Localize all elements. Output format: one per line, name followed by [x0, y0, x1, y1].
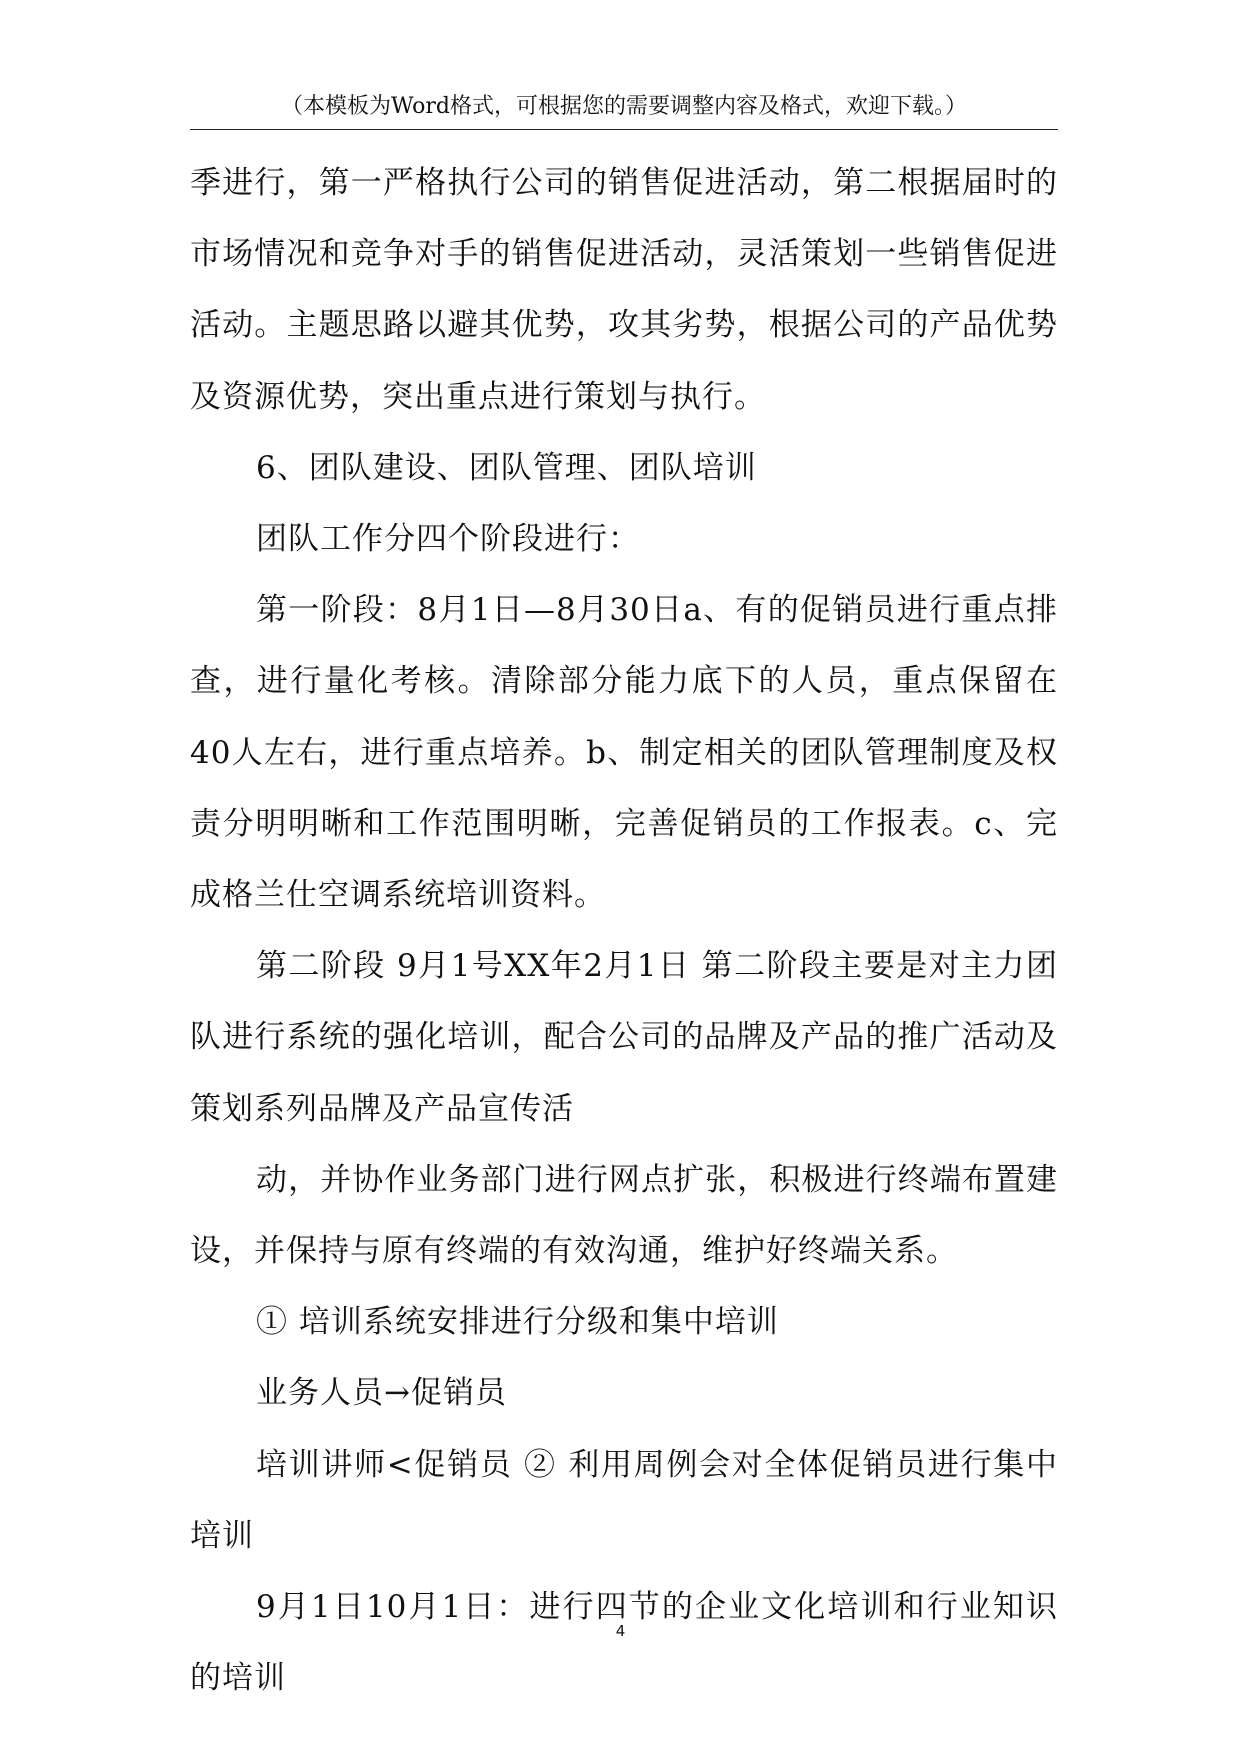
paragraph-continuation: 季进行，第一严格执行公司的销售促进活动，第二根据届时的市场情况和竞争对手的销售促进活动，灵活策划一些销售促进活动。主题思路以避其优势，攻其劣势，根据公司的产品优势及资源优势，突出重点进行策划与执行。 — [190, 165, 1058, 415]
paragraph-stage-two-cont: 动，并协作业务部门进行网点扩张，积极进行终端布置建设，并保持与原有终端的有效沟通，维护好终端关系。 — [190, 1161, 1058, 1270]
document-body — [190, 148, 1058, 1714]
section-heading: 6、团队建设、团队管理、团队培训 — [256, 449, 757, 486]
list-item-flow: 业务人员→促销员 — [256, 1375, 507, 1412]
paragraph-schedule: 9月1日10月1日：进行四节的企业文化培训和行业知识的培训 — [190, 1589, 1058, 1697]
paragraph-stage-one: 第一阶段：8月1日—8月30日a、有的促销员进行重点排查，进行量化考核。清除部分能力底下的人员，重点保留在40人左右，进行重点培养。b、制定相关的团队管理制度及权责分明明晰和工作范围明晰，完善促销员的工作报表。c、完成格兰仕空调系统培训资料。 — [190, 592, 1058, 914]
list-item-training-system: ① 培训系统安排进行分级和集中培训 — [256, 1304, 779, 1341]
page-header: （本模板为Word格式，可根据您的需要调整内容及格式，欢迎下载。） — [281, 94, 967, 119]
page-number: 4 — [615, 1622, 626, 1640]
paragraph-intro: 团队工作分四个阶段进行： — [256, 521, 640, 558]
paragraph-stage-two: 第二阶段 9月1号XX年2月1日 第二阶段主要是对主力团队进行系统的强化培训，配合公司的品牌及产品的推广活动及策划系列品牌及产品宣传活 — [190, 948, 1058, 1127]
list-item-weekly-meeting: 培训讲师<促销员 ② 利用周例会对全体促销员进行集中培训 — [190, 1446, 1058, 1554]
header-divider — [190, 129, 1058, 130]
